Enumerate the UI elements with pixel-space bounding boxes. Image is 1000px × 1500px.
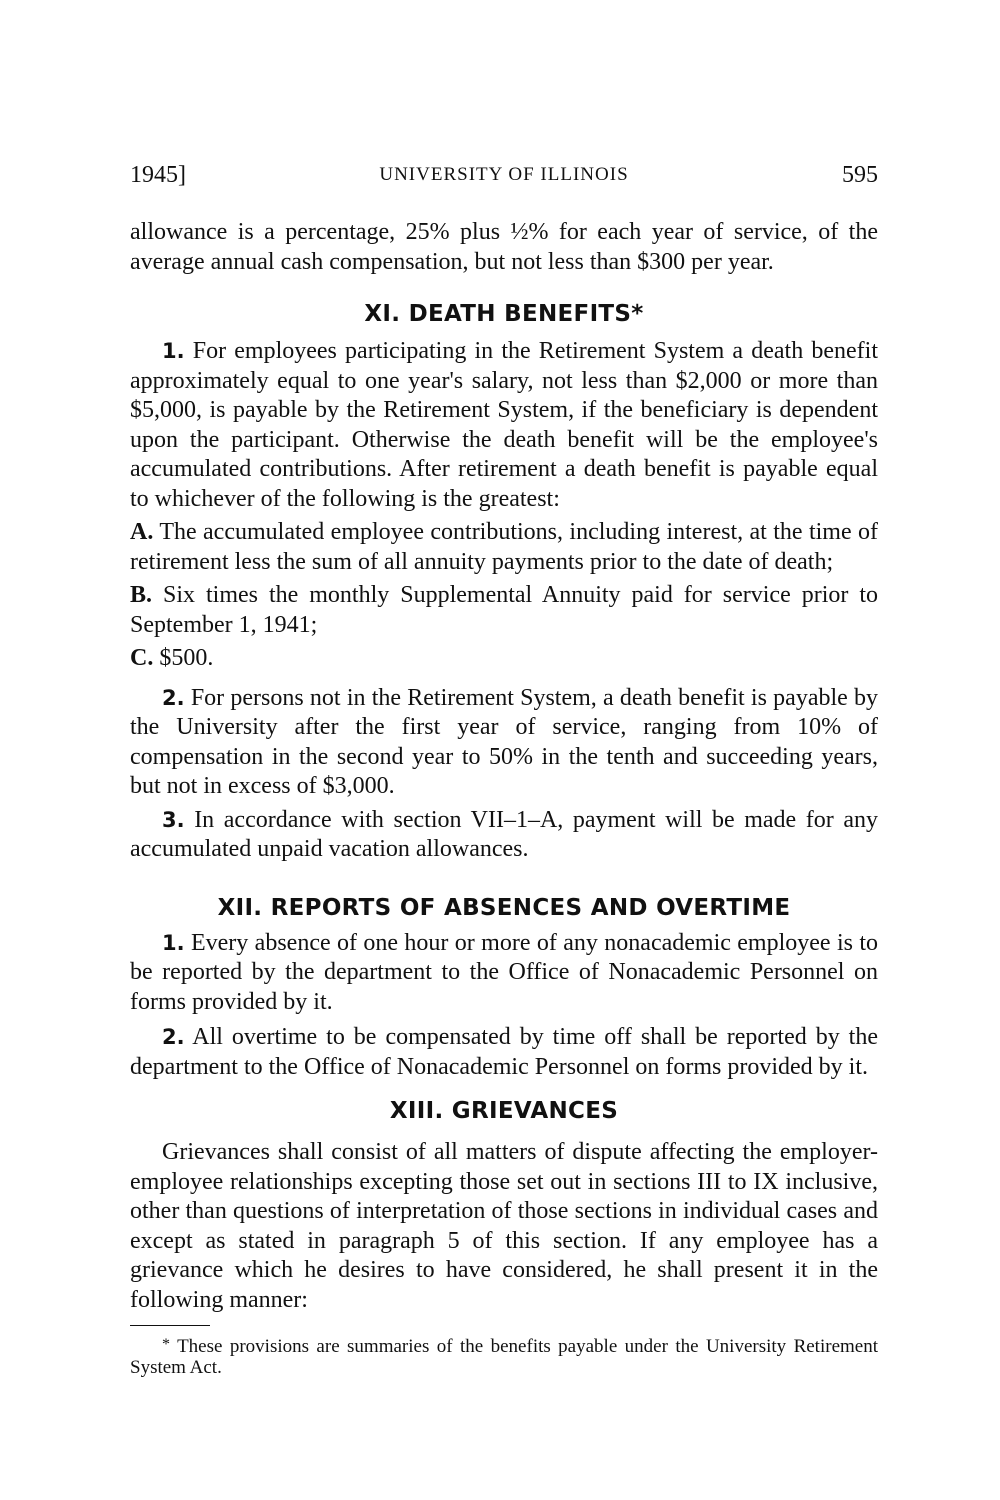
section-xi-paragraph-2: [130, 684, 878, 802]
document-page: [130, 162, 878, 1378]
footnote-text: These provisions are summaries of the benefits payable under the University Retirement System Act.: [130, 1336, 878, 1378]
paragraph-text: In accordance with section VII–1–A, payment will be made for any accumulated unpaid vacation allowances.: [130, 806, 879, 862]
section-xiii-title: XIII. GRIEVANCES: [389, 1098, 619, 1124]
footnote-rule: [130, 1325, 210, 1326]
section-xii-paragraph-1: [130, 929, 878, 1018]
paragraph-text: For persons not in the Retirement System, a death benefit is payable by the University after the first year of service, ranging from 10% of compensation in the second year to 50% in the tenth and succeeding years, but not in excess of $3,000.: [130, 684, 879, 799]
clause-b: [130, 581, 878, 640]
header-title: UNIVERSITY OF ILLINOIS: [379, 164, 629, 185]
header-year: 1945]: [130, 162, 186, 188]
paragraph-text: Every absence of one hour or more of any nonacademic employee is to be reported by the department to the Office of Nonacademic Personnel on forms provided by it.: [130, 929, 879, 1015]
clause-text: Six times the monthly Supplemental Annuity paid for service prior to September 1, 1941;: [130, 582, 878, 638]
clause-label: B.: [130, 582, 153, 608]
paragraph-number: 1.: [162, 339, 185, 363]
footnote: [130, 1334, 878, 1378]
clause-a: [130, 518, 878, 577]
paragraph-text: For employees participating in the Retirement System a death benefit approximately equal to one year's salary, not less than $2,000 or more than $5,000, is payable by the Retirement System, if the beneficiary is dependent upon the participant. Otherwise the death benefit will be the employee's accumulated contributions. After retirement a death benefit is payable equal to whichever of the following is the greatest:: [130, 338, 879, 512]
page-number: 595: [842, 162, 878, 188]
intro-paragraph: allowance is a percentage, 25% plus ½% for each year of service, of the average annual cash compensation, but not less than $300 per year.: [130, 219, 878, 275]
section-xii-paragraph-2: [130, 1023, 878, 1082]
clause-text: $500.: [159, 645, 214, 671]
section-xi-title: XI. DEATH BENEFITS*: [364, 301, 644, 327]
clause-label: C.: [130, 645, 154, 671]
paragraph-number: 2.: [162, 685, 185, 710]
paragraph-number: 1.: [162, 930, 185, 955]
running-header: [130, 162, 878, 196]
section-xi-paragraph-1: [130, 337, 878, 514]
clause-label: A.: [130, 519, 154, 545]
section-xii-title: XII. REPORTS OF ABSENCES AND OVERTIME: [217, 894, 791, 921]
paragraph-number: 3.: [162, 807, 185, 832]
clause-text: The accumulated employee contributions, including interest, at the time of retirement less the sum of all annuity payments prior to the date of death;: [130, 519, 878, 575]
paragraph-text: All overtime to be compensated by time off shall be reported by the department to the Office of Nonacademic Personnel on forms provided by it.: [130, 1024, 878, 1080]
footnote-marker: *: [162, 1336, 170, 1353]
section-xiii-paragraph-1: Grievances shall consist of all matters of dispute affecting the employer-employee relationships excepting those set out in sections III to IX inclusive, other than questions of interpretation of those sections in individual cases and except as stated in paragraph 5 of this section. If any employee has a grievance which he desires to have considered, he shall present it in the following manner:: [130, 1139, 878, 1313]
clause-c: [130, 644, 878, 674]
section-xi-paragraph-3: [130, 806, 878, 865]
paragraph-number: 2.: [162, 1025, 185, 1049]
